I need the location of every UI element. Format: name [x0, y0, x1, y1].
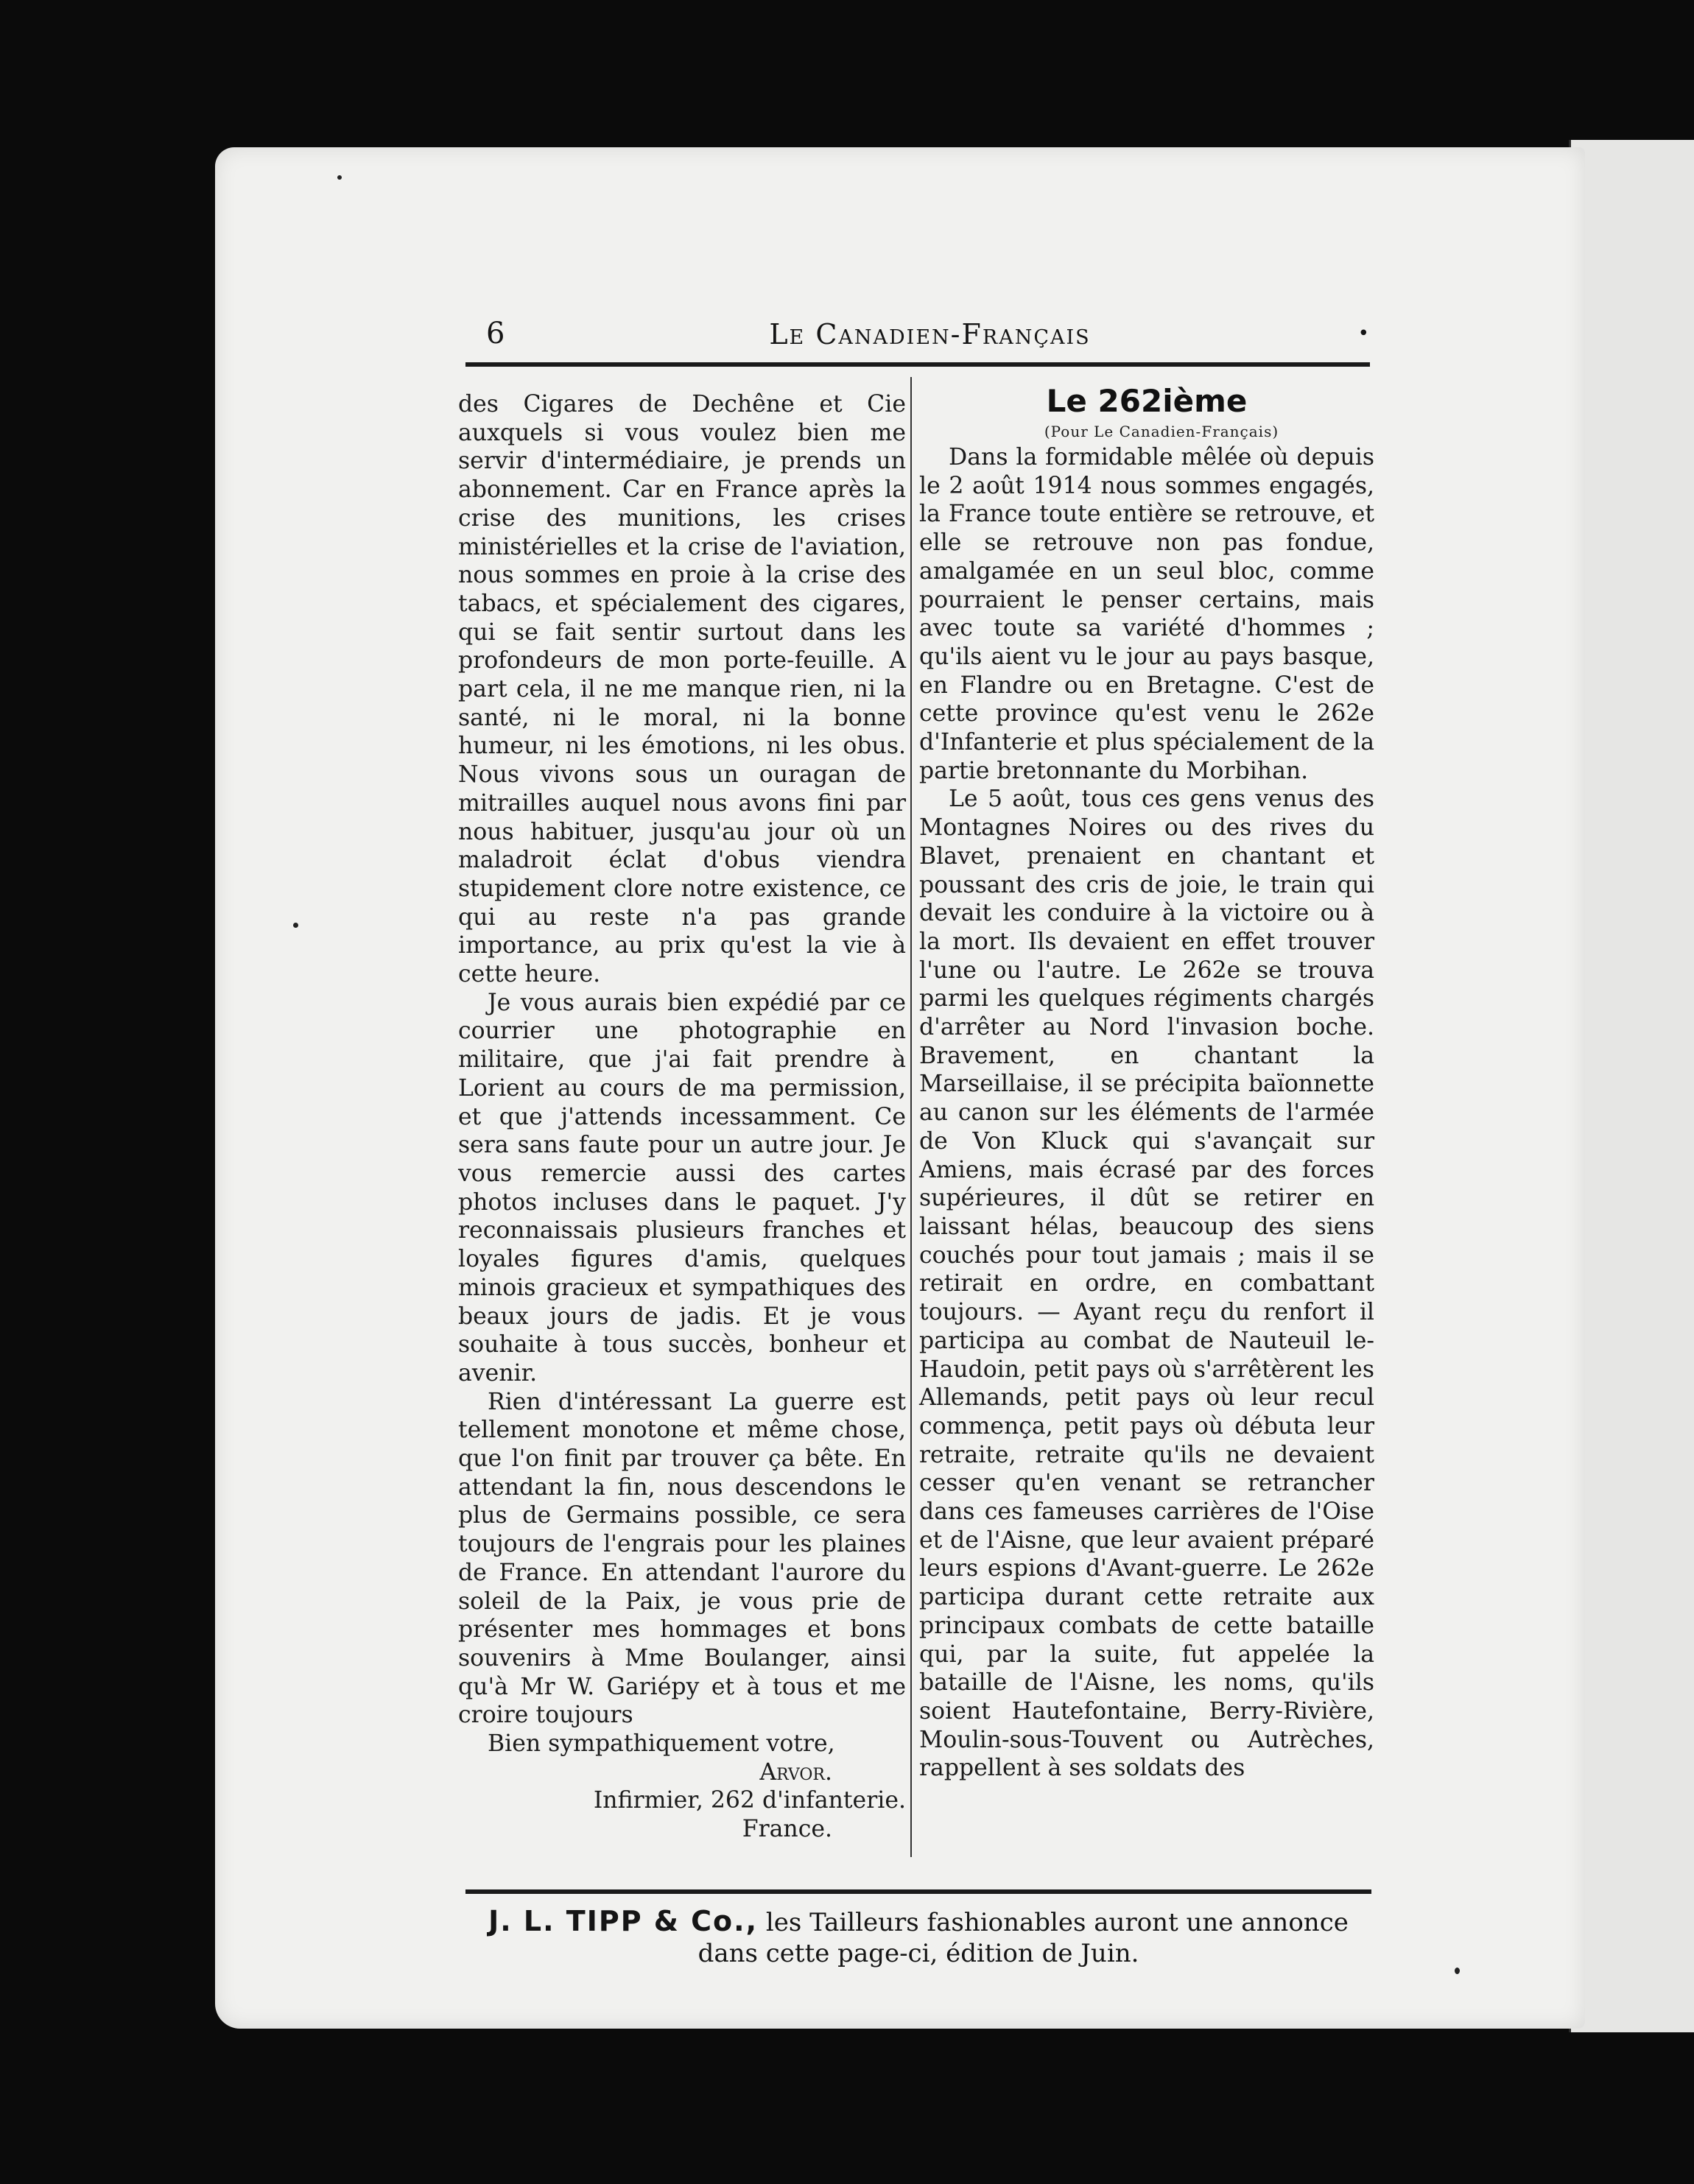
header-mark: •	[1357, 323, 1369, 345]
advertisement	[458, 1906, 1379, 1969]
advertiser-name: J. L. TIPP & Co.,	[488, 1905, 759, 1937]
letter-signature: Arvor.	[759, 1758, 832, 1786]
page-number: 6	[486, 317, 505, 351]
letter-paragraph: Rien d'intéressant La guerre est tellement monotone et même chose, que l'on finit par trouver ça bête. En attendant la fin, nous descendons le plus de Germains possible, ce sera toujours de l'engrais pour les plaines de France. En attendant l'aurore du soleil de la Paix, je vous prie de présenter mes hommages et bons souvenirs à Mme Boulanger, ainsi qu'à Mr W. Gariépy et à tous et me croire toujours	[458, 1388, 906, 1729]
right-column	[919, 383, 1374, 1783]
left-column	[458, 390, 906, 1844]
paper-speck	[293, 923, 298, 928]
signature-title: Infirmier, 262 d'infanterie.	[593, 1787, 906, 1814]
footer-rule	[465, 1889, 1371, 1894]
advertisement-line-1	[458, 1906, 1379, 1938]
running-header	[486, 317, 1374, 355]
signature-place: France.	[742, 1816, 832, 1843]
article-title: Le 262ième	[1046, 383, 1248, 419]
journal-title: Le Canadien-Français	[769, 318, 1091, 351]
column-divider	[910, 377, 912, 1857]
article-byline: (Pour Le Canadien-Français)	[1044, 423, 1279, 440]
letter-paragraph: des Cigares de Dechêne et Cie auxquels si vous voulez bien me servir d'intermédiaire, je prends un abonnement. Car en France après la crise des munitions, les crises ministérielles et la crise de l'aviation, nous sommes en proie à la crise des tabacs, et spécialement des cigares, qui se fait sentir surtout dans les profondeurs de mon porte-feuille. A part cela, il ne me manque rien, ni la santé, ni le moral, ni la bonne humeur, ni les émotions, ni les obus. Nous vivons sous un ouragan de mitrailles auquel nous avons fini par nous habituer, jusqu'au jour où un maladroit éclat d'obus viendra stupidement clore notre existence, ce qui au reste n'a pas grande importance, au prix qu'est la vie à cette heure.	[458, 391, 906, 988]
adjacent-page-edge	[1569, 140, 1694, 2032]
letter-closing: Bien sympathiquement votre,	[488, 1730, 835, 1758]
letter-paragraph: Je vous aurais bien expédié par ce courrier une photographie en militaire, que j'ai fait prendre à Lorient au cours de ma permission, et que j'attends incessamment. Ce sera sans faute pour un autre jour. Je vous remercie aussi des cartes photos incluses dans le paquet. J'y reconnaissais plusieurs franches et loyales figures d'amis, quelques minois gracieux et sympathiques des beaux jours de jadis. Et je vous souhaite à tous succès, bonheur et avenir.	[458, 989, 906, 1387]
header-rule	[465, 362, 1370, 367]
advertisement-text: les Tailleurs fashionables auront une annonce	[758, 1908, 1349, 1937]
article-paragraph: Le 5 août, tous ces gens venus des Montagnes Noires ou des rives du Blavet, prenaient en chantant et poussant des cris de joie, le train qui devait les conduire à la victoire ou à la mort. Ils devaient en effet trouver l'une ou l'autre. Le 262e se trouva parmi les quelques régiments chargés d'arrêter au Nord l'invasion boche. Bravement, en chantant la Marseillaise, il se précipita baïonnette au canon sur les éléments de l'armée de Von Kluck qui s'avançait sur Amiens, mais écrasé par des forces supérieures, il dût se retirer en laissant hélas, beaucoup des siens couchés pour tout jamais ; mais il se retirait en ordre, en combattant toujours. — Ayant reçu du renfort il participa au combat de Nauteuil le-Haudoin, petit pays où s'arrêtèrent les Allemands, petit pays où leur recul commença, petit pays où débuta leur retraite, retraite qu'ils ne devaient cesser qu'en venant se retrancher dans ces fameuses carrières de l'Oise et de l'Aisne, que leur avaient préparé leurs espions d'Avant-guerre. Le 262e participa durant cette retraite aux principaux combats de cette bataille qui, par la suite, fut appelée la bataille de l'Aisne, les noms, qu'ils soient Hautefontaine, Berry-Rivière, Moulin-sous-Touvent ou Autrèches, rappellent à ses soldats des	[919, 786, 1374, 1782]
paper-speck	[1455, 1968, 1460, 1974]
paper-speck	[337, 175, 342, 180]
advertisement-line-2: dans cette page-ci, édition de Juin.	[697, 1939, 1139, 1968]
article-paragraph: Dans la formidable mêlée où depuis le 2 août 1914 nous sommes engagés, la France toute entière se retrouve, et elle se retrouve non pas fondue, amalgamée en un seul bloc, comme pourraient le penser certains, mais avec toute sa variété d'hommes ; qu'ils aient vu le jour au pays basque, en Flandre ou en Bretagne. C'est de cette province qu'est venu le 262e d'Infanterie et plus spécialement de la partie bretonnante du Morbihan.	[919, 444, 1374, 784]
